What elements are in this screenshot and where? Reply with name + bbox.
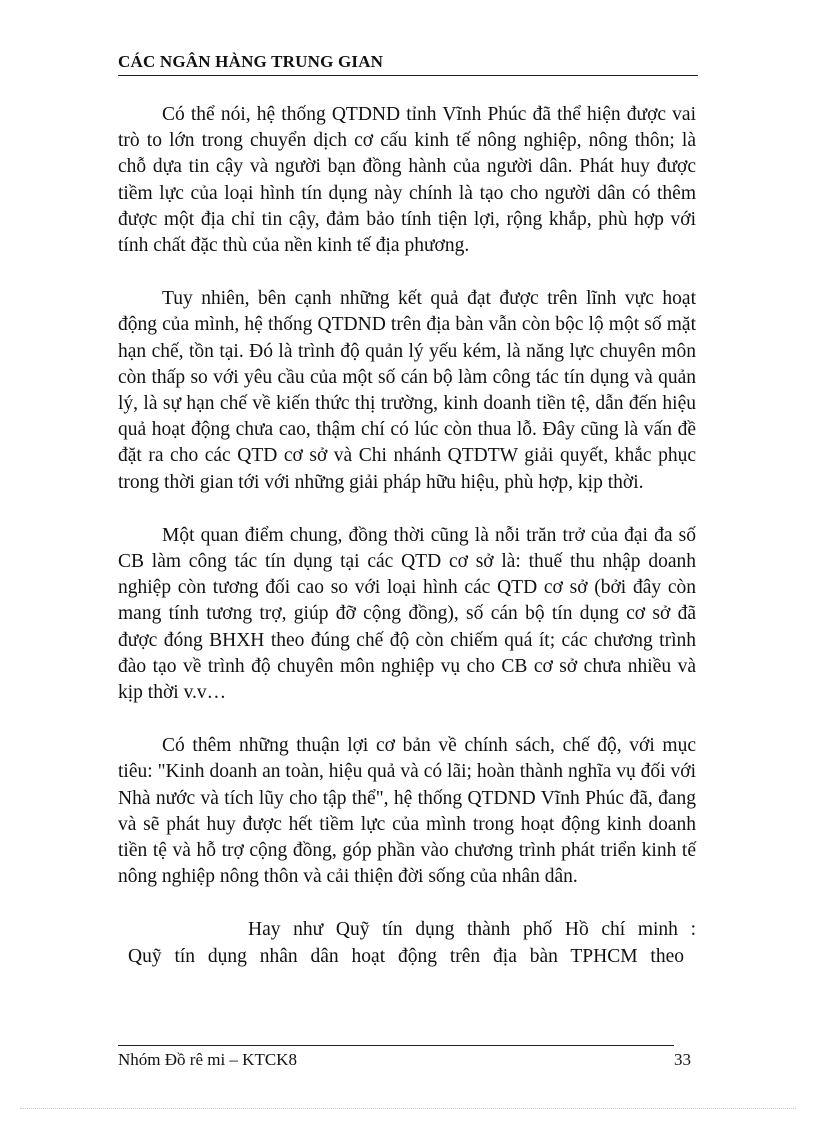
paragraph-3: Một quan điểm chung, đồng thời cũng là nỗi trăn trở của đại đa số CB làm công tác tín dụng tại các QTD cơ sở là: thuế thu nhập doanh nghiệp còn tương đối cao so với loại hình các QTD cơ sở (bởi đây còn mang tính tương trợ, giúp đỡ cộng đồng), số cán bộ tín dụng cơ sở đã được đóng BHXH theo đúng chế độ còn chiếm quá ít; các chương trình đào tạo về trình độ chuyên môn nghiệp vụ cho CB cơ sở chưa nhiều và kịp thời v.v… (118, 524, 696, 704)
footer-divider (118, 1045, 674, 1046)
document-body (118, 102, 696, 970)
header-divider (118, 75, 698, 76)
page-edge-dotted-line (20, 1108, 796, 1109)
paragraph-2: Tuy nhiên, bên cạnh những kết quả đạt được trên lĩnh vực hoạt động của mình, hệ thống QTDND trên địa bàn vẫn còn bộc lộ một số mặt hạn chế, tồn tại. Đó là trình độ quản lý yếu kém, là năng lực chuyên môn còn thấp so với yêu cầu của một số cán bộ làm công tác tín dụng và quản lý, là sự hạn chế về kiến thức thị trường, kinh doanh tiền tệ, dẫn đến hiệu quả hoạt động chưa cao, thậm chí có lúc còn thua lỗ. Đây cũng là vấn đề đặt ra cho các QTD cơ sở và Chi nhánh QTDTW giải quyết, khắc phục trong thời gian tới với những giải pháp hữu hiệu, phù hợp, kịp thời. (118, 288, 696, 493)
page-number: 33 (674, 1050, 691, 1069)
page-header-title: CÁC NGÂN HÀNG TRUNG GIAN (118, 52, 384, 71)
footer-group-label: Nhóm Đồ rê mi – KTCK8 (118, 1050, 297, 1069)
paragraph-spacer (118, 496, 696, 523)
closing-line-1: Hay như Quỹ tín dụng thành phố Hồ chí minh : (248, 919, 696, 941)
closing-line-2: Quỹ tín dụng nhân dân hoạt động trên địa bàn TPHCM theo (128, 945, 684, 967)
paragraph-1: Có thể nói, hệ thống QTDND tỉnh Vĩnh Phúc đã thể hiện được vai trò to lớn trong chuyển dịch cơ cấu kinh tế nông nghiệp, nông thôn; là chỗ dựa tin cậy và người bạn đồng hành của người dân. Phát huy được tiềm lực của loại hình tín dụng này chính là tạo cho người dân có thêm được một địa chỉ tin cậy, đảm bảo tính tiện lợi, rộng khắp, phù hợp với tính chất đặc thù của nền kinh tế địa phương. (118, 104, 696, 257)
paragraph-spacer (118, 890, 696, 917)
paragraph-5 (118, 917, 696, 969)
paragraph-spacer (118, 259, 696, 286)
paragraph-spacer (118, 706, 696, 733)
paragraph-4: Có thêm những thuận lợi cơ bản về chính sách, chế độ, với mục tiêu: "Kinh doanh an toàn, hiệu quả và có lãi; hoàn thành nghĩa vụ đối với Nhà nước và tích lũy cho tập thể", hệ thống QTDND Vĩnh Phúc đã, đang và sẽ phát huy được hết tiềm lực của mình trong hoạt động kinh doanh tiền tệ và hỗ trợ cộng đồng, góp phần vào chương trình phát triển kinh tế nông nghiệp nông thôn và cải thiện đời sống của nhân dân. (118, 735, 696, 888)
